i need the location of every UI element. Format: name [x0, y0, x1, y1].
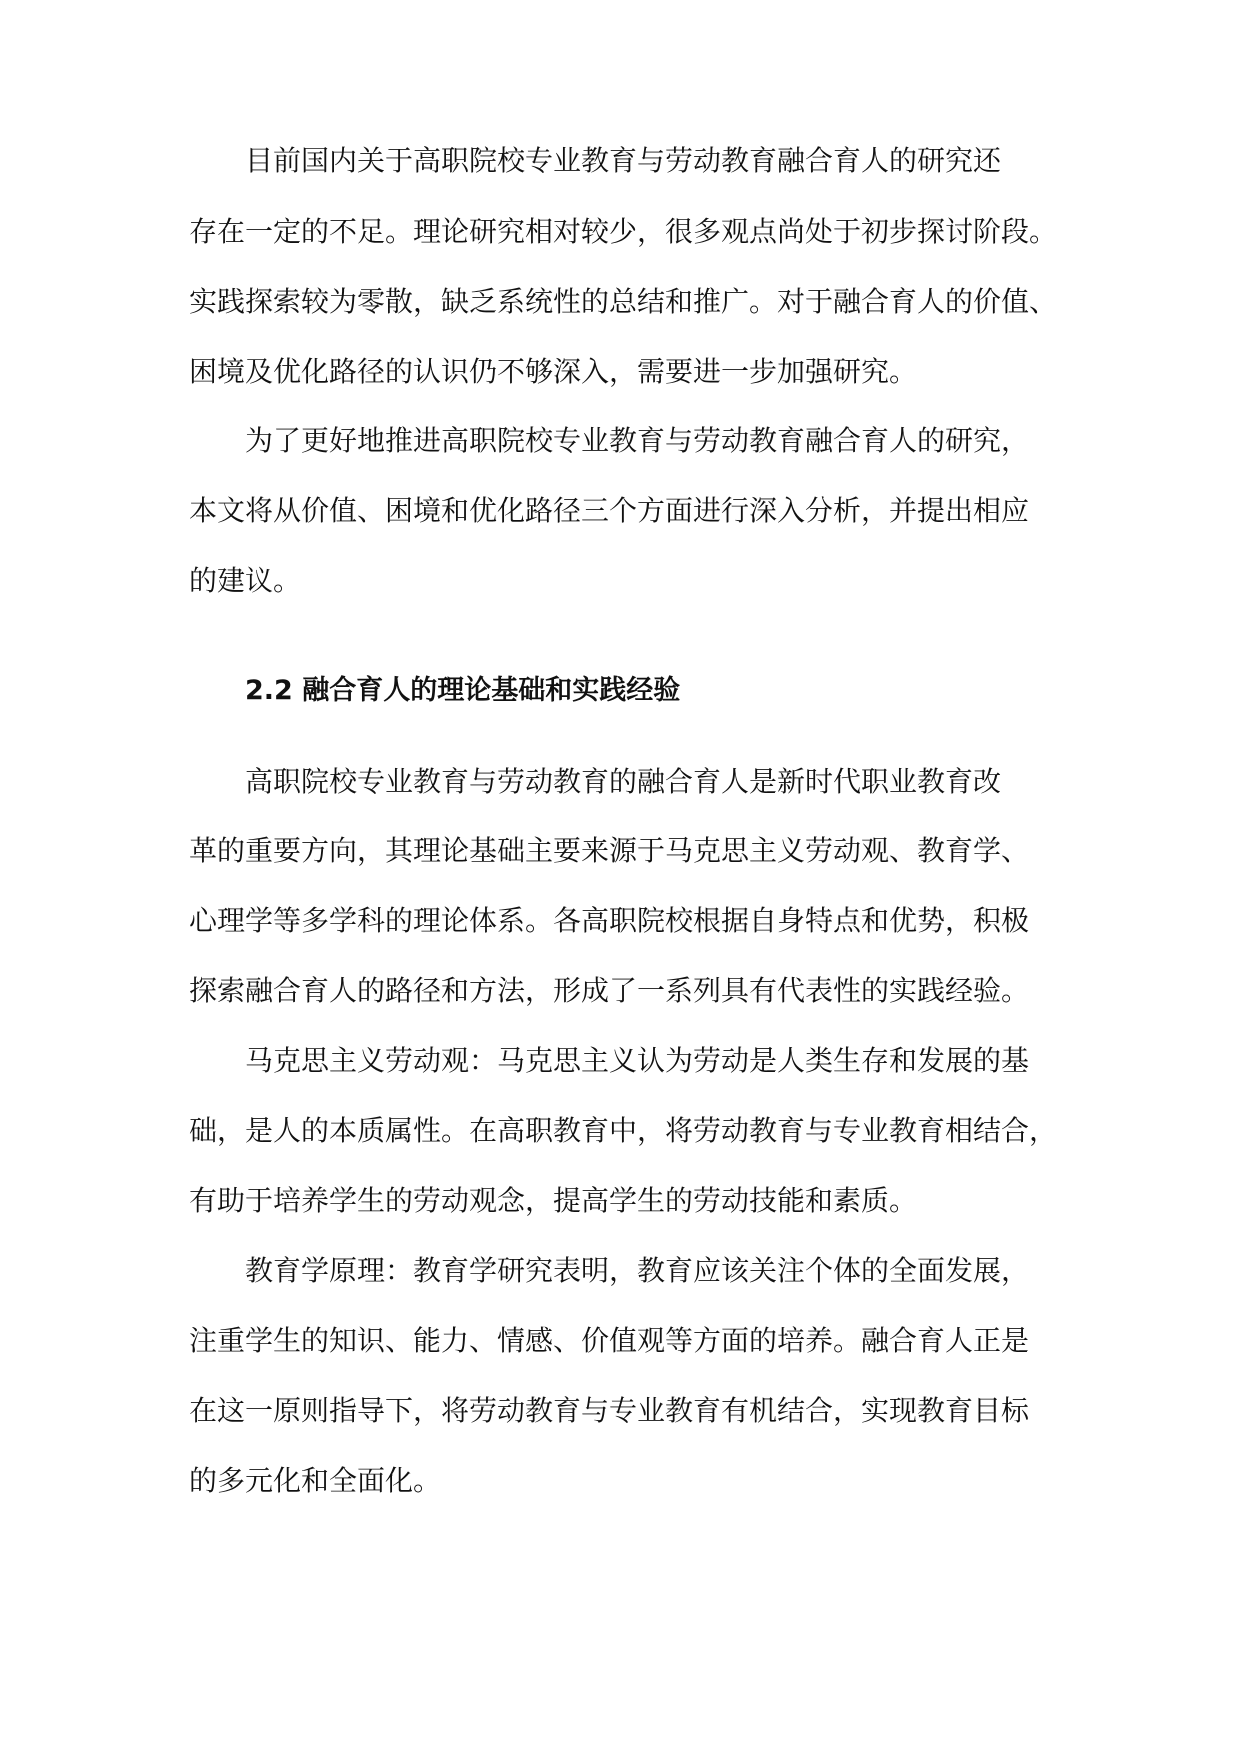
paragraph-4-line-2: 础，是人的本质属性。在高职教育中，将劳动教育与专业教育相结合， — [189, 1114, 1058, 1147]
paragraph-1-line-1: 目前国内关于高职院校专业教育与劳动教育融合育人的研究还 — [245, 144, 1002, 177]
paragraph-2-line-1: 为了更好地推进高职院校专业教育与劳动教育融合育人的研究， — [245, 424, 1030, 457]
paragraph-3-line-4: 探索融合育人的路径和方法，形成了一系列具有代表性的实践经验。 — [189, 974, 1030, 1007]
paragraph-5-line-4: 的多元化和全面化。 — [189, 1464, 442, 1497]
paragraph-1-line-2: 存在一定的不足。理论研究相对较少，很多观点尚处于初步探讨阶段。 — [189, 215, 1058, 248]
paragraph-3-line-1: 高职院校专业教育与劳动教育的融合育人是新时代职业教育改 — [245, 765, 1002, 798]
paragraph-5-line-3: 在这一原则指导下，将劳动教育与专业教育有机结合，实现教育目标 — [189, 1394, 1030, 1427]
paragraph-5-line-1: 教育学原理：教育学研究表明，教育应该关注个体的全面发展， — [245, 1254, 1030, 1287]
paragraph-3-line-2: 革的重要方向，其理论基础主要来源于马克思主义劳动观、教育学、 — [189, 834, 1030, 867]
paragraph-4-line-3: 有助于培养学生的劳动观念，提高学生的劳动技能和素质。 — [189, 1184, 918, 1217]
paragraph-2-line-2: 本文将从价值、困境和优化路径三个方面进行深入分析，并提出相应 — [189, 494, 1030, 527]
paragraph-3-line-3: 心理学等多学科的理论体系。各高职院校根据自身特点和优势，积极 — [189, 904, 1030, 937]
paragraph-1-line-3: 实践探索较为零散，缺乏系统性的总结和推广。对于融合育人的价值、 — [189, 285, 1058, 318]
section-heading: 2.2 融合育人的理论基础和实践经验 — [245, 675, 681, 706]
paragraph-2-line-3: 的建议。 — [189, 564, 302, 597]
paragraph-5-line-2: 注重学生的知识、能力、情感、价值观等方面的培养。融合育人正是 — [189, 1324, 1030, 1357]
paragraph-1-line-4: 困境及优化路径的认识仍不够深入，需要进一步加强研究。 — [189, 355, 918, 388]
paragraph-4-line-1: 马克思主义劳动观：马克思主义认为劳动是人类生存和发展的基 — [245, 1044, 1030, 1077]
